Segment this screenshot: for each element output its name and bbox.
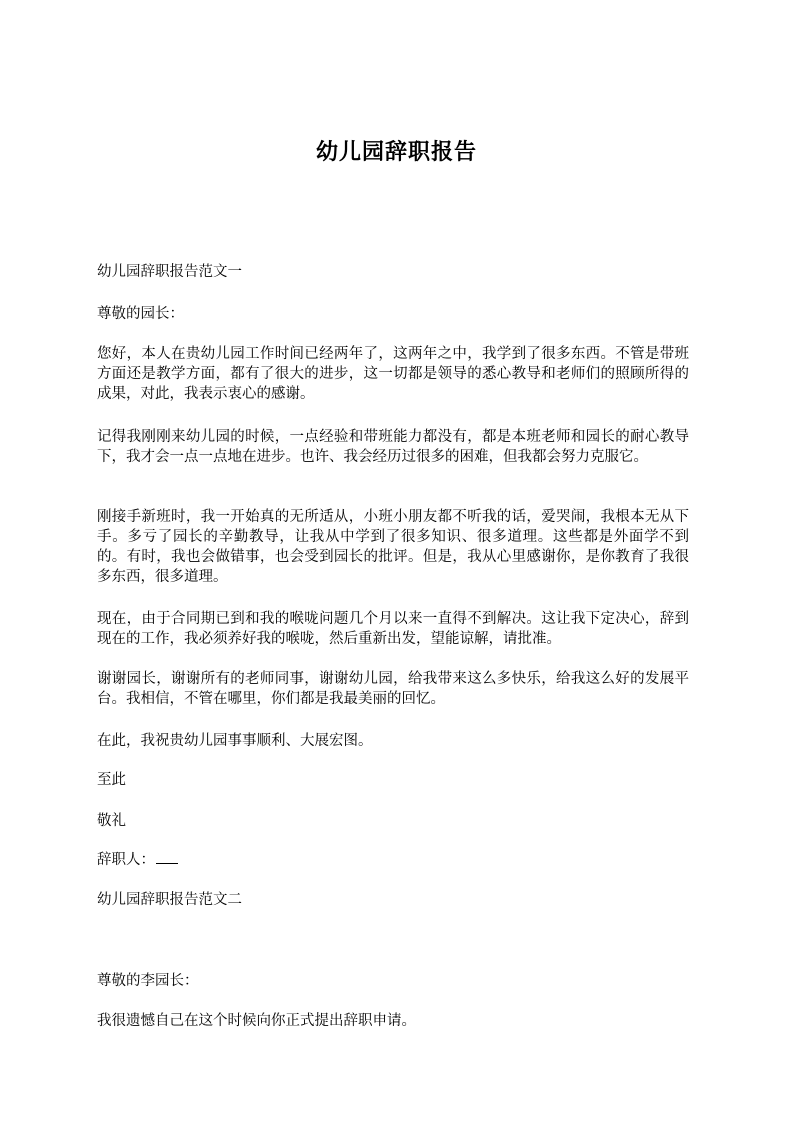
salutation-paragraph: 尊敬的园长： (97, 306, 184, 322)
closing-line-jingli: 敬礼 (97, 813, 126, 829)
section-heading-sample-two: 幼儿园辞职报告范文二 (97, 892, 242, 908)
body-paragraph-wishes: 在此，我祝贵幼儿园事事顺利、大展宏图。 (97, 733, 373, 749)
body-paragraph-thanks: 谢谢园长，谢谢所有的老师同事，谢谢幼儿园，给我带来这么多快乐，给我这么好的发展平台。我相信，不管在哪里，你们都是我最美丽的回忆。 (97, 671, 689, 707)
signature-label: 辞职人： (97, 852, 155, 868)
document-title: 幼儿园辞职报告 (315, 139, 477, 165)
closing-line-zhici: 至此 (97, 772, 126, 788)
signature-blank-line (156, 862, 178, 864)
salutation-paragraph-two: 尊敬的李园长： (97, 973, 199, 989)
body-paragraph-memory: 记得我刚刚来幼儿园的时候，一点经验和带班能力都没有，都是本班老师和园长的耐心教导下，我才会一点一点地在进步。也许、我会经历过很多的困难，但我都会努力克服它。 (97, 429, 689, 465)
body-paragraph-reason: 现在，由于合同期已到和我的喉咙问题几个月以来一直得不到解决。这让我下定决心，辞到现在的工作，我必须养好我的喉咙，然后重新出发，望能谅解，请批准。 (97, 611, 689, 647)
section-heading-sample-one: 幼儿园辞职报告范文一 (97, 264, 242, 280)
body-paragraph-resign-request: 我很遗憾自己在这个时候向你正式提出辞职申请。 (97, 1013, 416, 1029)
body-paragraph-new-class: 刚接手新班时，我一开始真的无所适从，小班小朋友都不听我的话，爱哭闹，我根本无从下手。多亏了园长的辛勤教导，让我从中学到了很多知识、很多道理。这些都是外面学不到的。有时，我也会做错事，也会受到园长的批评。但是，我从心里感谢你，是你教育了我很多东西，很多道理。 (97, 509, 689, 585)
signature-paragraph (97, 850, 689, 870)
body-paragraph-greeting: 您好，本人在贵幼儿园工作时间已经两年了，这两年之中，我学到了很多东西。不管是带班方面还是教学方面，都有了很大的进步，这一切都是领导的悉心教导和老师们的照顾所得的成果，对此，我表示衷心的感谢。 (97, 346, 689, 402)
